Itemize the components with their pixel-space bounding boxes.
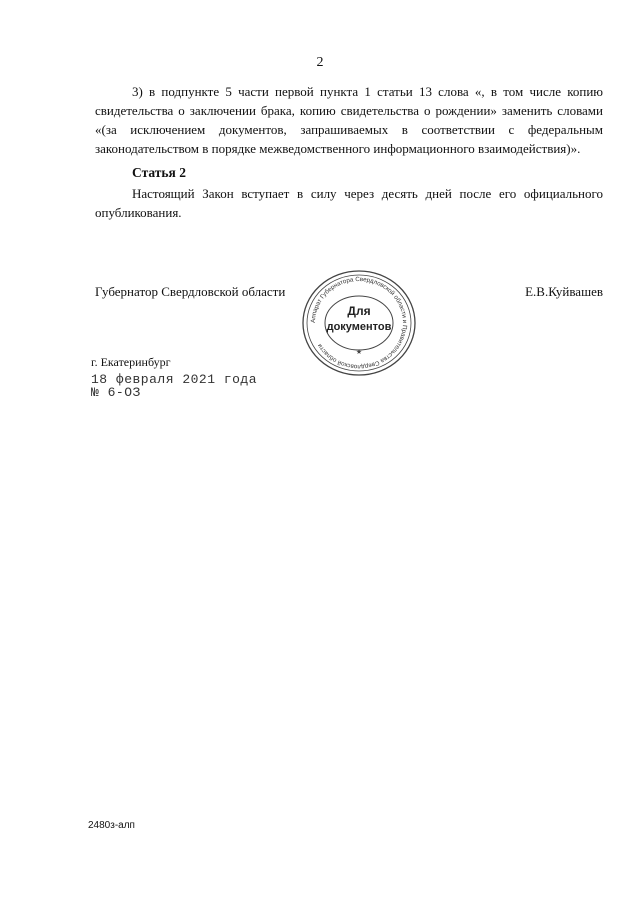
governor-title: Губернатор Свердловской области: [95, 284, 286, 299]
article-2-text: Настоящий Закон вступает в силу через десять дней после его официального опубликования.: [95, 186, 603, 220]
place-of-signing: г. Екатеринбург: [91, 355, 171, 369]
law-body: [95, 82, 603, 222]
stamp-inner-line-2: документов: [326, 321, 392, 333]
stamp-inner-line-1: Для: [347, 304, 371, 318]
page-number: 2: [316, 55, 324, 70]
governor-name: Е.В.Куйвашев: [525, 284, 603, 299]
official-stamp: [300, 268, 418, 378]
star-icon: ★: [355, 348, 363, 356]
law-date: 18 февраля 2021 года: [91, 372, 258, 387]
footer-code: 2480з-алп: [88, 820, 135, 831]
paragraph-item-3: 3) в подпункте 5 части первой пункта 1 статьи 13 слова «, в том числе копию свидетельства о заключении брака, копию свидетельства о рождении» заменить словами «(за исключением документов, запрашиваемых в соответствии с федеральным законодательством в порядке межведомственного информационного взаимодействия)».: [95, 84, 603, 156]
stamp-ring-text: Аппарат Губернатора Свердловской области и Правительства Свердловской области: [309, 275, 409, 371]
article-2-heading: Статья 2: [132, 165, 186, 180]
law-number: № 6-ОЗ: [91, 385, 141, 400]
